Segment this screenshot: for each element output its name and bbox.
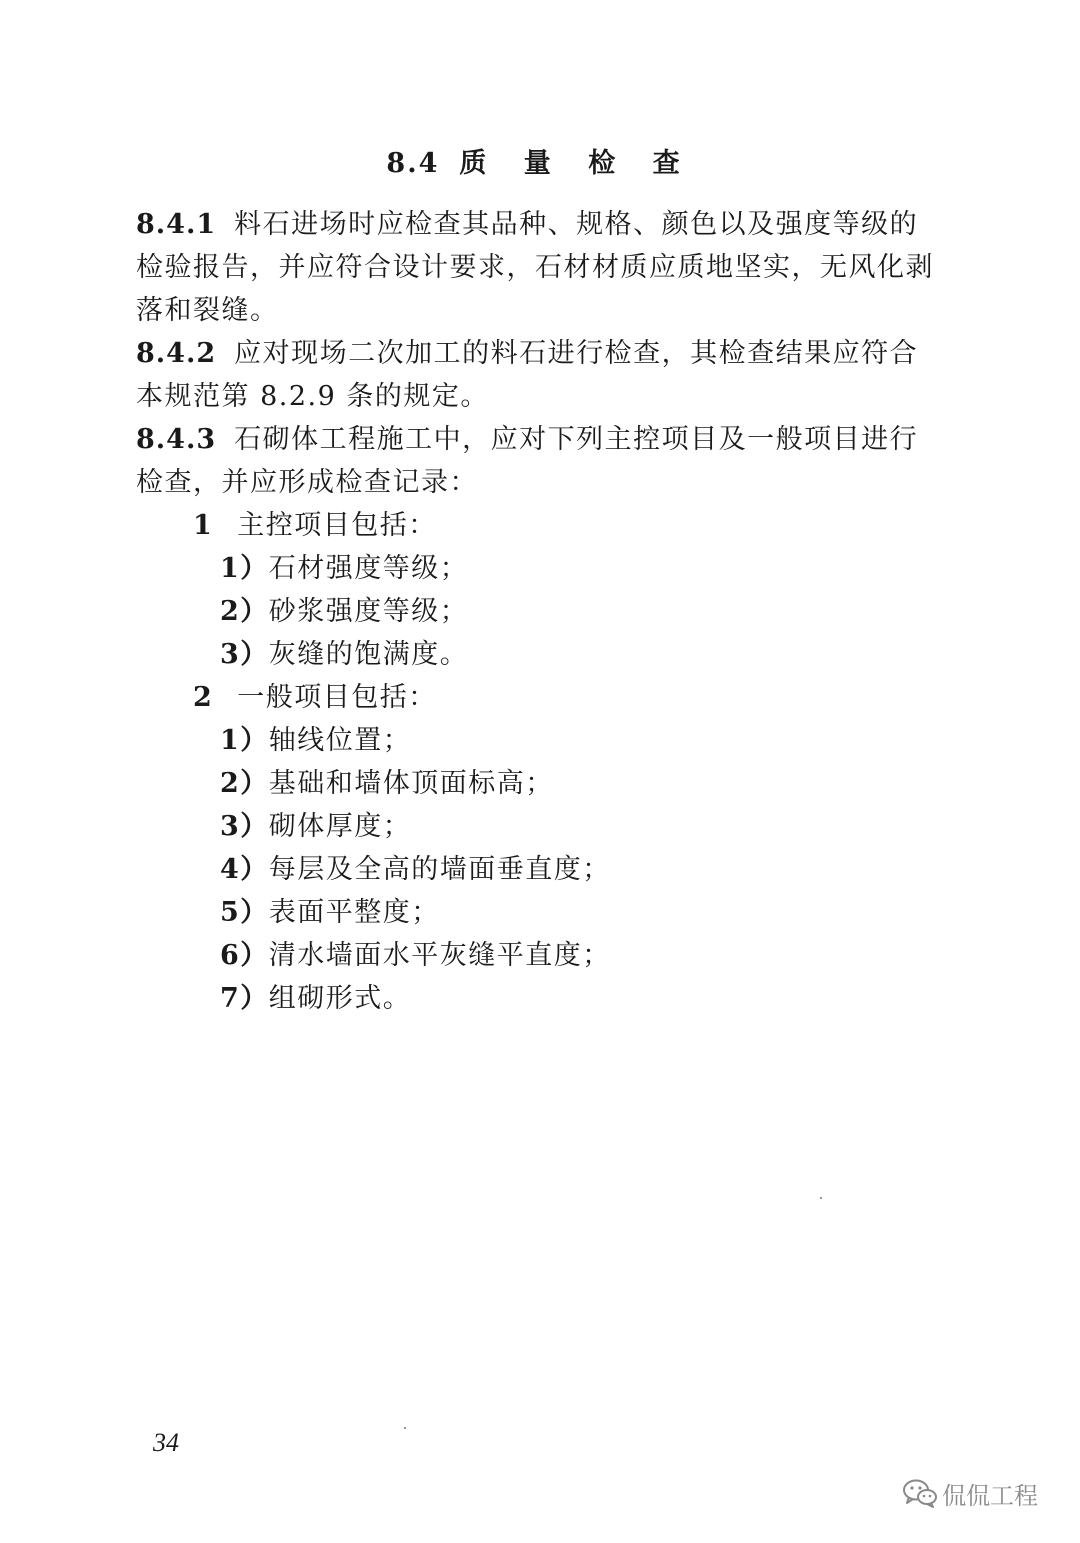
item-number: 4） [220,854,269,885]
section-number: 8.4 [386,148,440,179]
list-item [136,977,934,1020]
item-number: 5） [220,897,269,928]
group-label: 主控项目包括： [237,510,437,541]
list-item [136,547,934,590]
item-number: 2） [220,768,269,799]
clause-number: 8.4.1 [136,209,217,240]
clause-text: 料石进场时应检查其品种、规格、颜色以及强度等级的检验报告，并应符合设计要求，石材材质应质地坚实，无风化剥落和裂缝。 [136,209,934,326]
list-item [136,891,934,934]
clause-8-4-1 [136,203,934,332]
list-item [136,934,934,977]
item-text: 每层及全高的墙面垂直度； [268,854,611,885]
clause-text: 应对现场二次加工的料石进行检查，其检查结果应符合本规范第 8.2.9 条的规定。 [136,338,919,412]
group-label: 一般项目包括： [237,682,437,713]
item-number: 2） [220,596,269,627]
scan-speck [404,1427,406,1429]
section-title: 质 量 检 查 [459,148,694,179]
watermark [902,1475,1038,1511]
section-body [136,203,934,1020]
item-number: 3） [220,639,269,670]
group-main-control [136,504,934,547]
clause-number: 8.4.2 [136,338,217,369]
list-item [136,848,934,891]
clause-number: 8.4.3 [136,424,217,455]
item-text: 砌体厚度； [268,811,412,842]
clause-8-4-2 [136,332,934,418]
item-number: 1） [220,553,269,584]
scan-speck [820,1197,822,1199]
item-text: 轴线位置； [268,725,412,756]
group-general [136,676,934,719]
list-item [136,719,934,762]
wechat-icon [902,1478,938,1508]
page-number: 34 [153,1428,179,1457]
watermark-text: 侃侃工程 [942,1481,1038,1510]
group-number: 2 [193,682,214,713]
list-item [136,633,934,676]
item-text: 组砌形式。 [268,983,412,1014]
item-text: 石材强度等级； [268,553,469,584]
item-text: 清水墙面水平灰缝平直度； [268,940,611,971]
clause-8-4-3 [136,418,934,504]
clause-text: 石砌体工程施工中，应对下列主控项目及一般项目进行检查，并应形成检查记录： [136,424,919,498]
item-text: 砂浆强度等级； [268,596,469,627]
item-number: 7） [220,983,269,1014]
list-item [136,590,934,633]
list-item [136,805,934,848]
section-heading [0,141,1080,180]
item-text: 灰缝的饱满度。 [268,639,469,670]
list-item [136,762,934,805]
item-text: 表面平整度； [268,897,440,928]
item-number: 6） [220,940,269,971]
item-number: 3） [220,811,269,842]
item-text: 基础和墙体顶面标高； [268,768,554,799]
item-number: 1） [220,725,269,756]
group-number: 1 [193,510,214,541]
